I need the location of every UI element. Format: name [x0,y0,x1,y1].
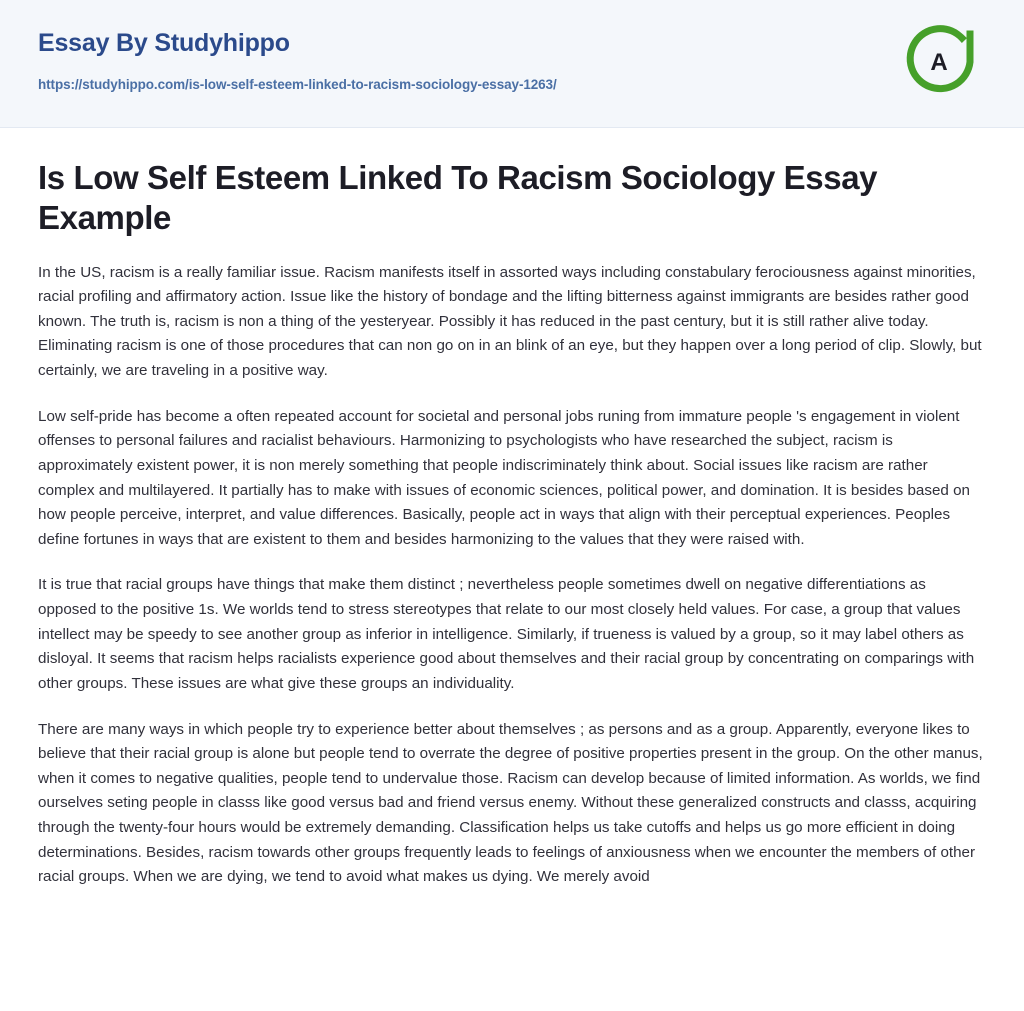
article-body [38,261,986,890]
article-paragraph: In the US, racism is a really familiar issue. Racism manifests itself in assorted ways including constabulary ferociousness against minorities, racial profiling and affirmatory action. Issue like the history of bondage and the lifting bitterness against immigrants are besides rather good known. The truth is, racism is non a thing of the yesteryear. Possibly it has reduced in the past century, but it is still rather alive today. Eliminating racism is one of those procedures that can non go on in an blink of an eye, but they happen over a long period of clip. Slowly, but certainly, we are traveling in a positive way. [38,263,982,379]
brand-name: Studyhippo [154,29,290,57]
page-title: Is Low Self Esteem Linked To Racism Sociology Essay Example [38,159,878,237]
article-container [0,128,1024,930]
brand-title [38,28,986,58]
site-header [0,0,1024,128]
article-paragraph: It is true that racial groups have things that make them distinct ; nevertheless people sometimes dwell on negative differentiations as opposed to the positive 1s. We worlds tend to stress stereotypes that relate to our most closely held values. For case, a group that values intellect may be speedy to see another group as inferior in intelligence. Similarly, if trueness is valued by a group, so it may label others as disloyal. It seems that racism helps racialists experience good about themselves and their racial group by concentrating on comparings with other groups. These issues are what give these groups an individuality. [38,576,975,692]
svg-text:A: A [930,49,948,76]
studyhippo-logo-icon [904,22,978,96]
article-paragraph: There are many ways in which people try to experience better about themselves ; as persons and as a group. Apparently, everyone likes to believe that their racial group is alone but people tend to overrate the degree of positive properties present in the group. On the other manus, when it comes to negative qualities, people tend to undervalue those. Racism can develop because of limited information. As worlds, we find ourselves seting people in classs like good versus bad and friend versus enemy. Without these generalized constructs and classs, acquiring through the twenty-four hours would be extremely demanding. Classification helps us take cutoffs and helps us go more efficient in doing determinations. Besides, racism towards other groups frequently leads to feelings of anxiousness when we encounter the members of other racial groups. When we are dying, we tend to avoid what makes us dying. We merely avoid [38,720,983,886]
source-url[interactable]: https://studyhippo.com/is-low-self-esteem-linked-to-racism-sociology-essay-1263/ [38,77,557,92]
brand-prefix: Essay By [38,29,155,57]
article-paragraph: Low self-pride has become a often repeated account for societal and personal jobs runing from immature people 's engagement in violent offenses to personal failures and racialist behaviours. Harmonizing to psychologists who have researched the subject, racism is approximately existent power, it is non merely something that people indiscriminately think about. Social issues like racism are rather complex and multilayered. It partially has to make with issues of economic sciences, political power, and domination. It is besides based on how people perceive, interpret, and value differences. Basically, people act in ways that align with their perceptual experiences. Peoples define fortunes in ways that are existent to them and besides harmonizing to the values that they were raised with. [38,407,970,548]
